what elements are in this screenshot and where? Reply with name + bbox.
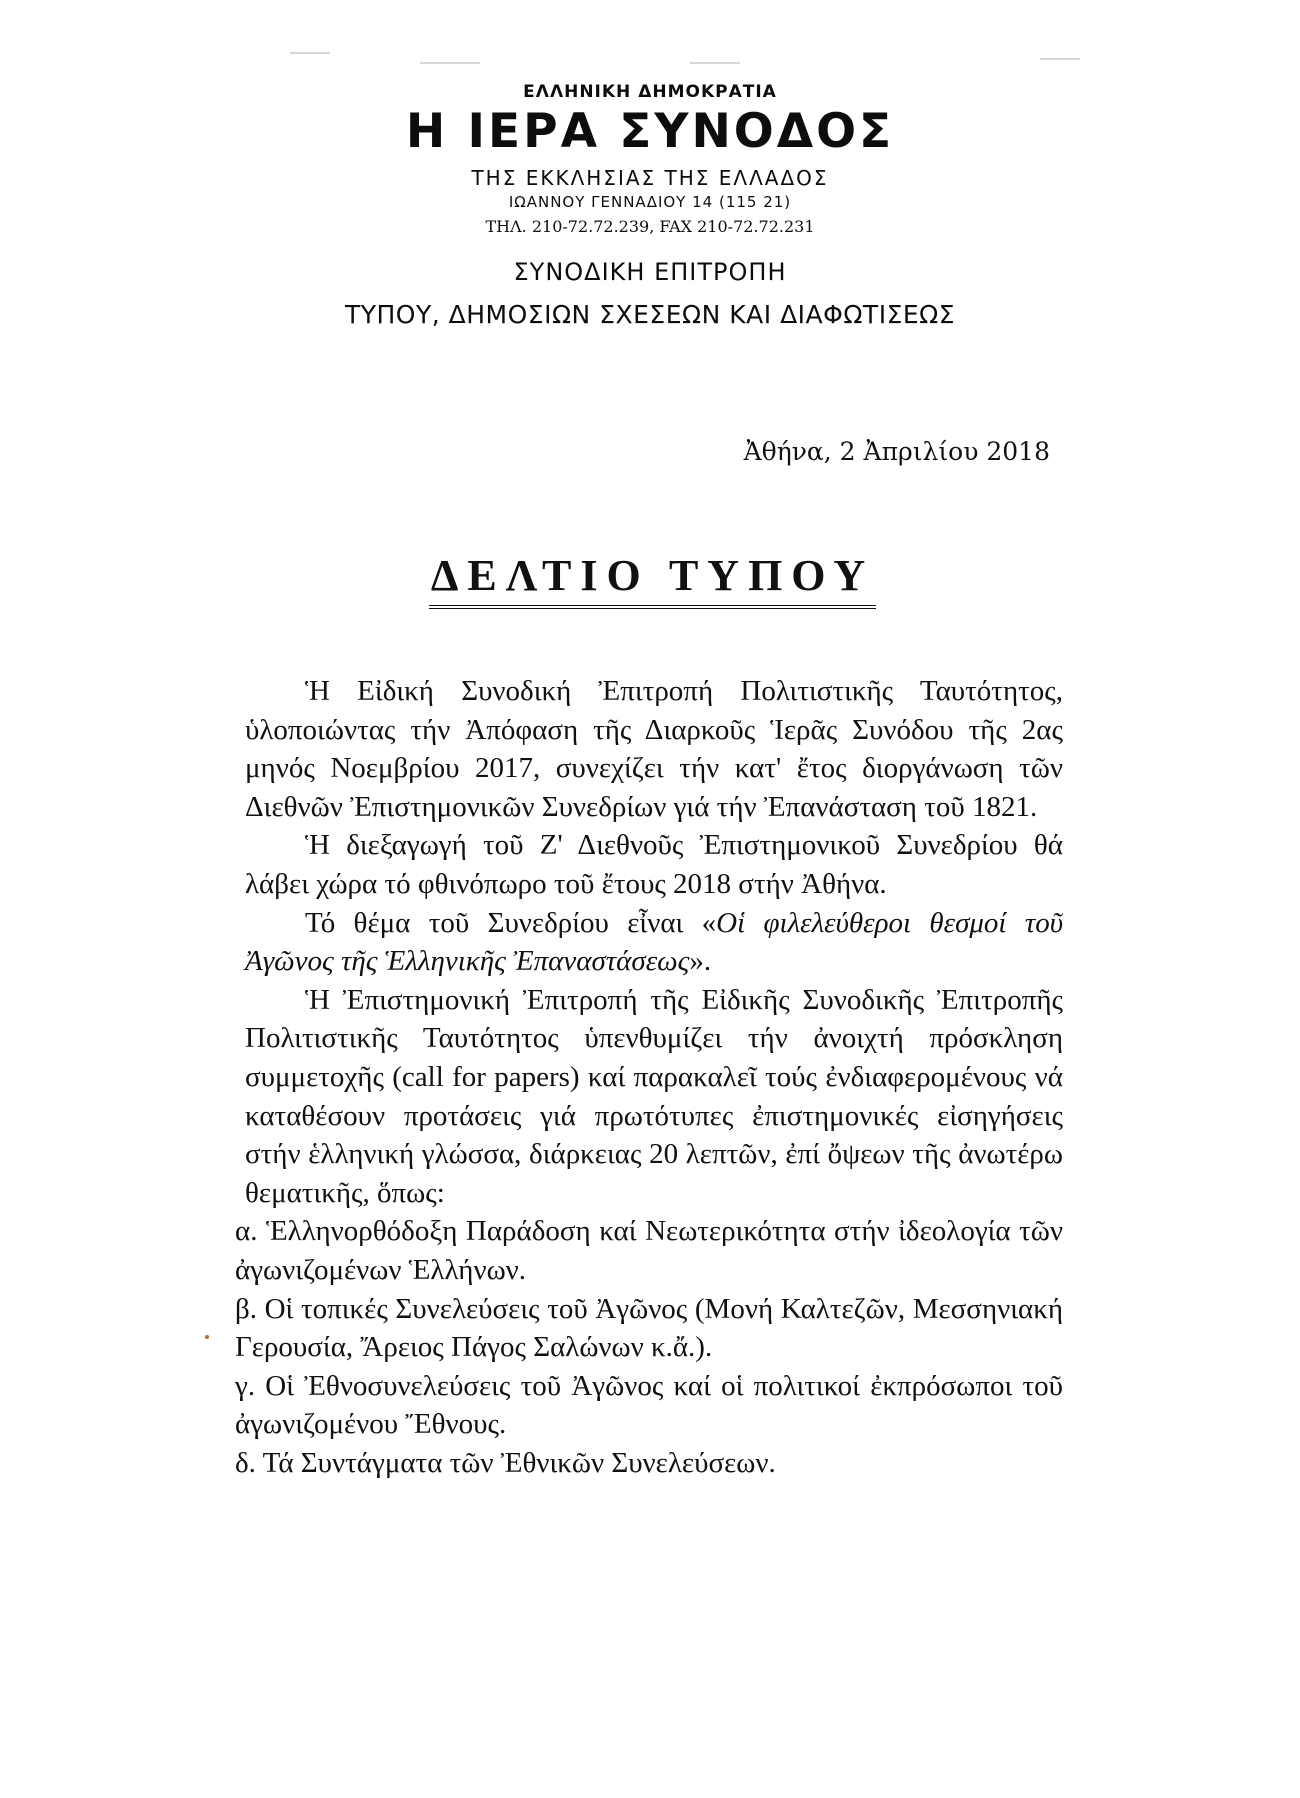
scan-artifact <box>420 62 480 64</box>
letterhead-republic: ΕΛΛΗΝΙΚΗ ΔΗΜΟΚΡΑΤΙΑ <box>523 82 777 102</box>
scan-speck <box>205 1335 209 1339</box>
topic-item: γ. Οἱ Ἐθνοσυνελεύσεις τοῦ Ἀγῶνος καί οἱ πολιτικοί ἐκπρόσωποι τοῦ ἀγωνιζομένου Ἔθνους. <box>235 1369 1063 1441</box>
letterhead-church: ΤΗΣ ΕΚΚΛΗΣΙΑΣ ΤΗΣ ΕΛΛΑΔΟΣ <box>471 166 829 190</box>
paragraph-conference-date: Ἡ διεξαγωγή τοῦ Ζ' Διεθνοῦς Ἐπιστημονικοῦ Συνεδρίου θά λάβει χώρα τό φθινόπωρο τοῦ ἔτους 2018 στήν Ἀθήνα. <box>245 829 1063 900</box>
scan-artifact <box>690 62 740 64</box>
document-date: Ἀθήνα, 2 Ἀπριλίου 2018 <box>743 437 1050 466</box>
scan-artifact <box>290 52 330 54</box>
topics-list <box>235 1212 1063 1482</box>
title-text: ΔΕΛΤΙΟ ΤΥΠΟΥ <box>429 550 876 609</box>
press-release-title <box>0 550 1300 609</box>
paragraph-theme <box>245 904 1063 981</box>
topic-item: δ. Τά Συντάγματα τῶν Ἐθνικῶν Συνελεύσεων. <box>235 1446 776 1479</box>
paragraph-call-for-papers: Ἡ Ἐπιστημονική Ἐπιτροπή τῆς Εἰδικῆς Συνοδικῆς Ἐπιτροπῆς Πολιτιστικῆς Ταυτότητος ὑπενθυμίζει τήν ἀνοιχτή πρόσκληση συμμετοχῆς (call for papers) καί παρακαλεῖ τούς ἐνδιαφερομένους νά καταθέσουν προτάσεις γιά πρωτότυπες ἐπιστημονικές εἰσηγήσεις στήν ἑλληνική γλώσσα, διάρκειας 20 λεπτῶν, ἐπί ὄψεων τῆς ἀνωτέρω θεματικῆς, ὅπως: <box>245 983 1063 1209</box>
letterhead-phone-fax: ΤΗΛ. 210-72.72.239, FAX 210-72.72.231 <box>485 217 815 236</box>
letterhead-committee-subtitle: ΤΥΠΟΥ, ΔΗΜΟΣΙΩΝ ΣΧΕΣΕΩΝ ΚΑΙ ΔΙΑΦΩΤΙΣΕΩΣ <box>344 300 956 329</box>
letterhead-address: ΙΩΑΝΝΟΥ ΓΕΝΝΑΔΙΟΥ 14 (115 21) <box>508 193 792 211</box>
letterhead-synod-name: Η ΙΕΡΑ ΣΥΝΟΔΟΣ <box>405 104 895 159</box>
theme-suffix: ». <box>689 945 712 978</box>
paragraph-intro: Ἡ Εἰδική Συνοδική Ἐπιτροπή Πολιτιστικῆς Ταυτότητος, ὑλοποιώντας τήν Ἀπόφαση τῆς Διαρκοῦς Ἱερᾶς Συνόδου τῆς 2ας μηνός Νοεμβρίου 2017, συνεχίζει τήν κατ' ἔτος διοργάνωση τῶν Διεθνῶν Ἐπιστημονικῶν Συνεδρίων γιά τήν Ἐπανάσταση τοῦ 1821. <box>245 675 1063 823</box>
theme-prefix: Τό θέμα τοῦ Συνεδρίου εἶναι « <box>305 906 717 939</box>
scan-artifact <box>1040 58 1080 60</box>
theme-title: Οἱ φιλελεύθεροι θεσμοί τοῦ Ἀγῶνος τῆς Ἑλληνικῆς Ἐπαναστάσεως <box>245 906 1064 978</box>
letterhead-committee: ΣΥΝΟΔΙΚΗ ΕΠΙΤΡΟΠΗ <box>513 258 787 286</box>
document-body <box>235 672 1064 1482</box>
topic-item: β. Οἱ τοπικές Συνελεύσεις τοῦ Ἀγῶνος (Μονή Καλτεζῶν, Μεσσηνιακή Γερουσία, Ἄρειος Πάγος Σαλώνων κ.ἄ.). <box>235 1292 1063 1364</box>
topic-item: α. Ἑλληνορθόδοξη Παράδοση καί Νεωτερικότητα στήν ἰδεολογία τῶν ἀγωνιζομένων Ἑλλήνων. <box>235 1215 1063 1286</box>
